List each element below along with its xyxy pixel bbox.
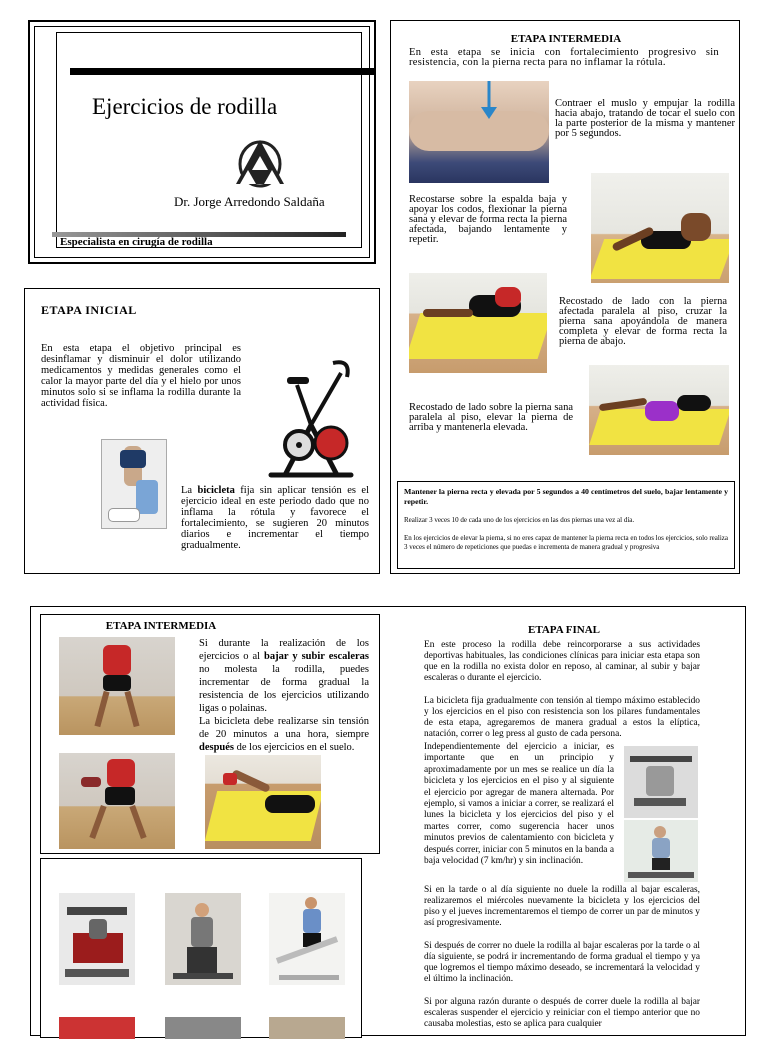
exercise-2-text: Recostarse sobre la espalda baja y apoyar los codos, flexionar la pierna sana y elevar de forma recta la pierna afectada, bajando lentamente y repetir. — [409, 194, 567, 245]
gym-photos-panel — [40, 858, 362, 1038]
final-paragraph-1: En este proceso la rodilla debe reincorporarse a sus actividades deportivas habituales, las condiciones clínicas para iniciar esta etapa son que en la rodilla no exista dolor en reposo, al caminar, al subir y bajar escaleras o durante el ejercicio. — [424, 640, 700, 683]
intermediate-2-panel — [40, 614, 380, 854]
exercise-1-text: Contraer el muslo y empujar la rodilla hacia abajo, tratando de tocar el suelo con la parte posterior de la misma y mantener por 5 segundos. — [555, 98, 735, 139]
gym-photo-5 — [165, 1017, 241, 1039]
supine-leg-raise-photo — [591, 173, 729, 283]
note-bold: Mantener la pierna recta y elevada por 5 segundos a 40 centímetros del suelo, bajar lentamente y repetir. — [404, 487, 728, 506]
cover-title: Ejercicios de rodilla — [92, 94, 278, 119]
exercise-3-text: Recostado de lado con la pierna afectada paralela al piso, cruzar la pierna sana apoyándola de manera completa y elevar de forma recta la pierna de abajo. — [559, 296, 727, 347]
intermediate-2-heading: ETAPA INTERMEDIA — [105, 620, 217, 632]
arrow-down-icon — [479, 81, 499, 121]
elliptical-photo — [269, 893, 345, 985]
intermediate-stage-panel — [390, 20, 740, 574]
band-squat-photo — [59, 637, 175, 735]
final-paragraph-6: Si por alguna razón durante o después de correr duele la rodilla al bajar escaleras suspender el ejercicio y reiniciar con el tiempo anterior que no causaba molestias, esto se aplica para cualquier — [424, 997, 700, 1029]
exercise-4-text: Recostado de lado sobre la pierna sana paralela al piso, elevar la pierna de arriba y mantenerla elevada. — [409, 402, 573, 433]
cover-author: Dr. Jorge Arredondo Saldaña — [174, 194, 325, 209]
final-heading: ETAPA FINAL — [527, 624, 600, 636]
side-lying-raise-photo — [589, 365, 729, 455]
ice-pack-photo — [101, 439, 167, 529]
leg-press-machine-photo — [59, 893, 135, 985]
side-lying-cross-photo — [409, 273, 547, 373]
cover-panel — [28, 20, 376, 264]
ankle-weight-photo — [205, 755, 321, 849]
note-repetitions: Realizar 3 veces 10 de cada uno de los ejercicios en las dos piernas una vez al día. — [404, 516, 635, 524]
band-lateral-step-photo — [59, 753, 175, 849]
bike-paragraph: La bicicleta fija sin aplicar tensión es el ejercicio ideal en este periodo dado que no inflama la rótula y favorece el fortalecimiento, se sugieren 20 minutos diarios e incrementar el tiempo gradualmente. — [181, 485, 370, 551]
intermediate-2-text: Si durante la realización de los ejercicios o al bajar y subir escaleras no molesta la rodilla, puedes incrementar de forma gradual la resistencia de los ejercicios utilizando ligas o polainas. La bicicleta debe realizarse sin tensión de 20 minutos a una hora, siempre después de los ejercicios en el suelo. — [199, 638, 369, 753]
initial-paragraph: En esta etapa el objetivo principal es desinflamar y disminuir el dolor utilizando medicamentos y medidas generales como el calor la mayor parte del día y el hielo por unos minutos solo si se inflama la rodilla durante la actividad física. — [41, 343, 241, 409]
gym-photo-4 — [59, 1017, 135, 1039]
cover-subtitle: Especialista en cirugía de rodilla — [60, 236, 213, 248]
triangle-logo-icon — [234, 134, 286, 190]
note-progressive: En los ejercicios de elevar la pierna, si no eres capaz de mantener la pierna recta en todos los ejercicios, solo realiza 3 veces el número de repeticiones que puedas e incrementa de manera gradual y progresiva — [404, 534, 728, 551]
initial-stage-panel — [24, 288, 380, 574]
initial-heading: ETAPA INICIAL — [41, 303, 137, 317]
note-box — [397, 481, 735, 569]
knee-press-photo — [409, 81, 549, 183]
final-paragraph-3: Independientemente del ejercicio a iniciar, es importante que en un principio y aproximadamente por un mes se realice un día la bicicleta y los ejercicios en el piso y al siguiente el ejercicio por agregar de manera alternada. Por ejemplo, si vamos a iniciar a correr, se realizará el lunes la bicicleta y los ejercicios del piso y el martes correr, como sugerencia hacer unos minutos previos de calentamiento con bicicleta y después correr, iniciar con 5 minutos en la banda a baja velocidad (7 km/hr) y sin inclinación. — [424, 742, 614, 867]
final-paragraph-4: Si en la tarde o al día siguiente no duele la rodilla al bajar escaleras, realizaremos el miércoles nuevamente la bicicleta y los ejercicios del piso y el jueves incrementaremos el tiempo de correr un par de minutos y así progresivamente. — [424, 885, 700, 928]
final-paragraph-2: La bicicleta fija gradualmente con tensión al tiempo máximo establecido y los ejercicios en el piso con resistencia son los pilares fundamentales de esta etapa, agregaremos de manera gradual a estos la elíptica, natación, correr o leg press al gusto de cada persona. — [424, 696, 700, 739]
intermediate-intro: En esta etapa se inicia con fortalecimiento progresivo sin resistencia, con la pierna recta para no inflamar la rótula. — [409, 47, 719, 68]
leg-extension-photo — [165, 893, 241, 985]
final-paragraph-5: Si después de correr no duele la rodilla al bajar escaleras por la tarde o al día siguiente, se podrá ir incrementando de forma gradual el tiempo y ya que logremos el tiempo máximo deseado, se incrementará la velocidad y el último la inclinación. — [424, 941, 700, 984]
cover-title-frame — [56, 32, 362, 248]
leg-press-photo — [624, 746, 698, 818]
treadmill-photo — [624, 820, 698, 882]
intermediate-heading: ETAPA INTERMEDIA — [510, 33, 622, 45]
gym-photo-6 — [269, 1017, 345, 1039]
cover-top-bar — [70, 68, 376, 75]
exercise-bike-icon — [261, 355, 361, 485]
